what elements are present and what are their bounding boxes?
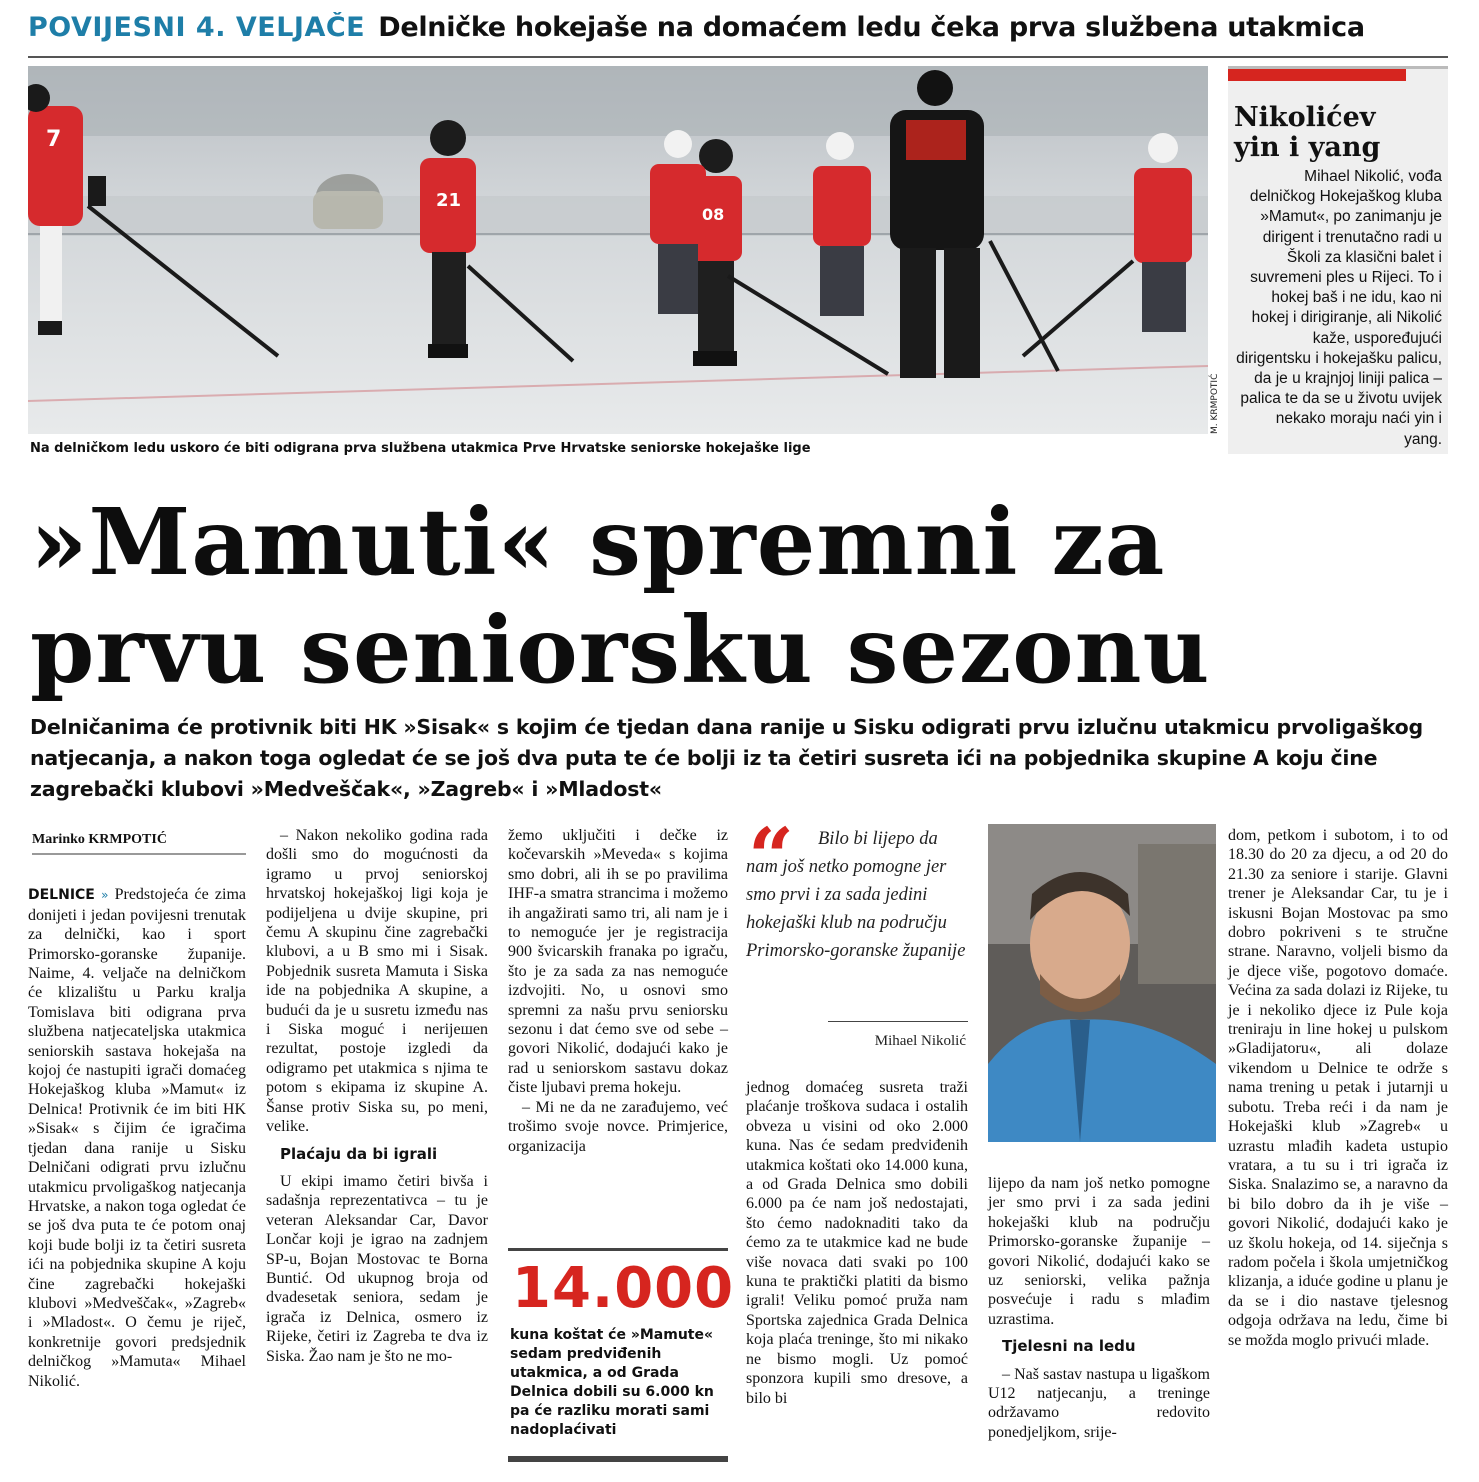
photo-credit: M. KRMPOTIĆ xyxy=(1210,373,1220,434)
hockey-practice-illustration xyxy=(28,66,1208,434)
section-header xyxy=(28,12,1448,54)
article-column-2 xyxy=(266,826,488,1366)
body-paragraph: U ekipi imamo četiri bivša i sadašnja reprezentativca – tu je veteran Aleksandar Car, Davor Lončar koji je igrao na zadnjem SP-u, Bojan Mostovac te Borna Buntić. Od ukupnog broja od dvadesetak seniora, sedam je igrača iz Delnica, osmero iz Rijeke, četiri iz Zagreba te dva iz Siska. Žao nam je što ne mo- xyxy=(266,1172,488,1365)
article-column-4 xyxy=(746,1078,968,1408)
quote-mark-icon: “ xyxy=(748,810,795,904)
inline-subhead: Tjelesni na ledu xyxy=(1002,1337,1136,1356)
body-paragraph: – Nakon nekoliko godina rada došli smo do mogućnosti da igramo u prvoj seniorskoj hrvatskoj hokejaškoj ligi koja je podijeljena u dvije skupine, pri čemu A skupinu čine zagrebački klubovi, a u B smo mi i Sisak. Pobjednik susreta Mamuta i Siska ide na pobjednika A skupine, a budući da je u susretu između nas i Siska moguć i nerijешen rezultat, postoje izgledi da odigramo pet utakmica s njima te potom s ekipama iz skupine A. Šanse protiv Siska su, po meni, velike. xyxy=(266,827,488,1136)
jersey-number: 21 xyxy=(436,190,462,211)
headline-line: prvu seniorsku sezonu xyxy=(30,596,1211,704)
header-divider xyxy=(28,56,1448,58)
hockey-practice-photo xyxy=(28,66,1208,434)
photo-caption: Na delničkom ledu uskoro će biti odigrana prva službena utakmica Prve Hrvatske seniorske hokejaške lige xyxy=(30,441,811,456)
lead-text: Predstojeća će zima donijeti i jedan povijesni trenutak za delnički, kao i sport Primorsko-goranske županije. Naime, 4. veljače na delničkom će klizalištu u Parku kralja Tomislava biti odigrana prva službena natjecateljska utakmica seniorskih sastava hokejaša na kojoj će nastupiti igrači domaćeg Hokejaškog kluba »Mamut« iz Delnica! Protivnik će im biti HK »Sisak« s čijim će igračima tjedan dana ranije u Sisku Delničani odigrati prvu izlučnu utakmicu prvoligaškog natjecanja Hrvatske, a nakon toga ogledat će se još dva puta te će potom onaj koji bude bolji iz ta četiri susreta ići na pobjednika skupine A koju čine zagrebački hokejaški klubovi »Medveščak«, »Zagreb« i »Mladost«. O čemu je riječ, konkretnije govori predsjednik delničkog »Mamuta« Mihael Nikolić. xyxy=(28,886,247,1390)
fact-box xyxy=(508,1248,735,1462)
article-column-3 xyxy=(508,826,728,1156)
sidebar-box xyxy=(1228,66,1448,454)
headline-line: »Mamuti« spremni za xyxy=(30,488,1166,596)
quote-author: Mihael Nikolić xyxy=(874,1033,966,1049)
body-paragraph: – Mi ne da ne zarađujemo, već trošimo svoje novce. Primjerice, organizacija xyxy=(508,1098,728,1155)
sidebar-title-line: Nikolićev xyxy=(1234,102,1376,133)
fact-box-bottom-rule xyxy=(508,1456,728,1462)
quote-body: Bilo bi lijepo da nam još netko pomogne jer smo prvi i za sada jedini hokejaški klub na području Primorsko-goranske županije xyxy=(746,829,966,961)
portrait-photo xyxy=(988,824,1216,1142)
jersey-number: 08 xyxy=(702,205,725,224)
section-title: Delničke hokejaše na domaćem ledu čeka prva službena utakmica xyxy=(378,12,1365,43)
body-paragraph: jednog domaćeg susreta traži plaćanje troškova sudaca i ostalih obveza u visini od oko 2.000 kuna. Nas će sedam predviđenih utakmica koštati oko 14.000 kuna, a od Grada Delnica smo dobili 6.000 pa će nam još nedostajati, što ćemo nadoknaditi tako da ćemo za te utakmice kad ne bude više novaca dati svaki po 100 kuna te praktički platiti da bismo igrali! Veliku pomoć pruža nam Sportska zajednica Grada Delnica koja plaća treninge, što mi nikako ne bismo mogli. Uz pomoć sponzora kupili smo dresove, a bilo bi xyxy=(746,1079,968,1407)
sidebar-body: Mihael Nikolić, vođa delničkog Hokejaškog kluba »Mamut«, po zanimanju je dirigent i trenutačno radi u Školi za klasični balet i suvremeni ples u Rijeci. To i hokej baš i ne idu, kao ni hokej i dirigiranje, ali Nikolić kaže, uspoređujući dirigentsku i hokejašku palicu, da je u krajnjoj liniji palica – palica te da se u životu uvijek nekako moraju naći yin i yang. xyxy=(1236,168,1442,448)
article-column-5 xyxy=(988,1174,1210,1442)
portrait-illustration xyxy=(988,824,1216,1142)
fact-box-top-rule xyxy=(508,1248,728,1251)
article-column-1 xyxy=(28,820,246,1391)
byline: Marinko KRMPOTIĆ xyxy=(32,830,246,855)
article-column-6 xyxy=(1228,826,1448,1350)
sidebar-accent-bar xyxy=(1228,69,1406,81)
dateline-arrows-icon: » xyxy=(101,888,109,903)
section-kicker: POVIJESNI 4. VELJAČE xyxy=(28,12,366,43)
body-paragraph: žemo uključiti i dečke iz kočevarskih »Meveda« s kojima smo dobri, ali ih se po pravilima IHF-a smatra strancima i možemo ih angažirati samo tri, ali nam je i to nemoguće jer je registracija 900 švicarskih franaka po igraču, što je za sada za nas nemoguće izdvojiti. No, u osnovi smo spremni za našu prvu seniorsku sezonu i dat ćemo sve od sebe – govori Nikolić, dodajući kako je rad u seniorskom sastavu dokaz čiste ljubavi prema hokeju. xyxy=(508,827,728,1097)
body-paragraph: – Naš sastav nastupa u ligaškom U12 natjecanju, a treninge održavamo redovito ponedjeljkom, srije- xyxy=(988,1365,1210,1441)
inline-subhead: Plaćaju da bi igrali xyxy=(280,1144,438,1163)
quote-rule xyxy=(828,1021,968,1022)
fact-text: kuna koštat će »Mamute« sedam predviđenih utakmica, a od Grada Delnica dobili su 6.000 kn pa će razliku morati sami nadoplaćivati xyxy=(510,1327,714,1438)
lead-paragraph xyxy=(28,885,246,1391)
fact-number: 14.000 xyxy=(512,1256,735,1321)
sidebar-title xyxy=(1234,103,1444,163)
dateline: DELNICE xyxy=(28,887,95,904)
sidebar-title-line: yin i yang xyxy=(1234,132,1381,163)
body-paragraph: lijepo da nam još netko pomogne jer smo prvi i za sada jedini hokejaški klub na području Primorsko-goranske županije – govori Nikolić, dodajući kako se uz seniorski, velika pažnja posvećuje i radu s mlađim uzrastima. xyxy=(988,1175,1210,1328)
body-paragraph: dom, petkom i subotom, i to od 18.30 do 20 za djecu, a od 20 do 21.30 za seniore i starije. Glavni trener je Aleksandar Car, tu je i iskusni Bojan Mostovac pa smo dobro pokriveni s te stručne strane. Naravno, voljeli bismo da je djece više, pogotovo domaće. Većina za sada dolazi iz Rijeke, tu je i nekoliko djece iz Pule koja treniraju in line hokej u pulskom »Gladijatoru«, ali dolaze vikendom u Delnice te održe s nama trening u petak i jutarnji u subotu. Treba reći i da nam je Hokejaški klub »Zagreb« u uzrastu mlađih kadeta ustupio vratara, a tu su i tri igrača iz Siska. Snalazimo se, a naravno da bi bilo dobro da ih je više – govori Nikolić, dodajući kako je uz školu hokeja, od 14. siječnja s radom počela i škola umjetničkog klizanja, a iduće godine u planu je da se i dio nastave tjelesnog odgoja održava na ledu, čime bi se možda moglo privući mlade. xyxy=(1228,827,1448,1349)
jersey-number: 7 xyxy=(46,127,62,152)
headline xyxy=(30,488,1450,704)
subheadline: Delničanima će protivnik biti HK »Sisak« s kojim će tjedan dana ranije u Sisku odigrati prvu izlučnu utakmicu prvoligaškog natjecanja, a nakon toga ogledat će se još dva puta te će bolji iz ta četiri susreta ići na pobjednika skupine A koju čine zagrebački klubovi »Medveščak«, »Zagreb« i »Mladost« xyxy=(30,715,1423,801)
